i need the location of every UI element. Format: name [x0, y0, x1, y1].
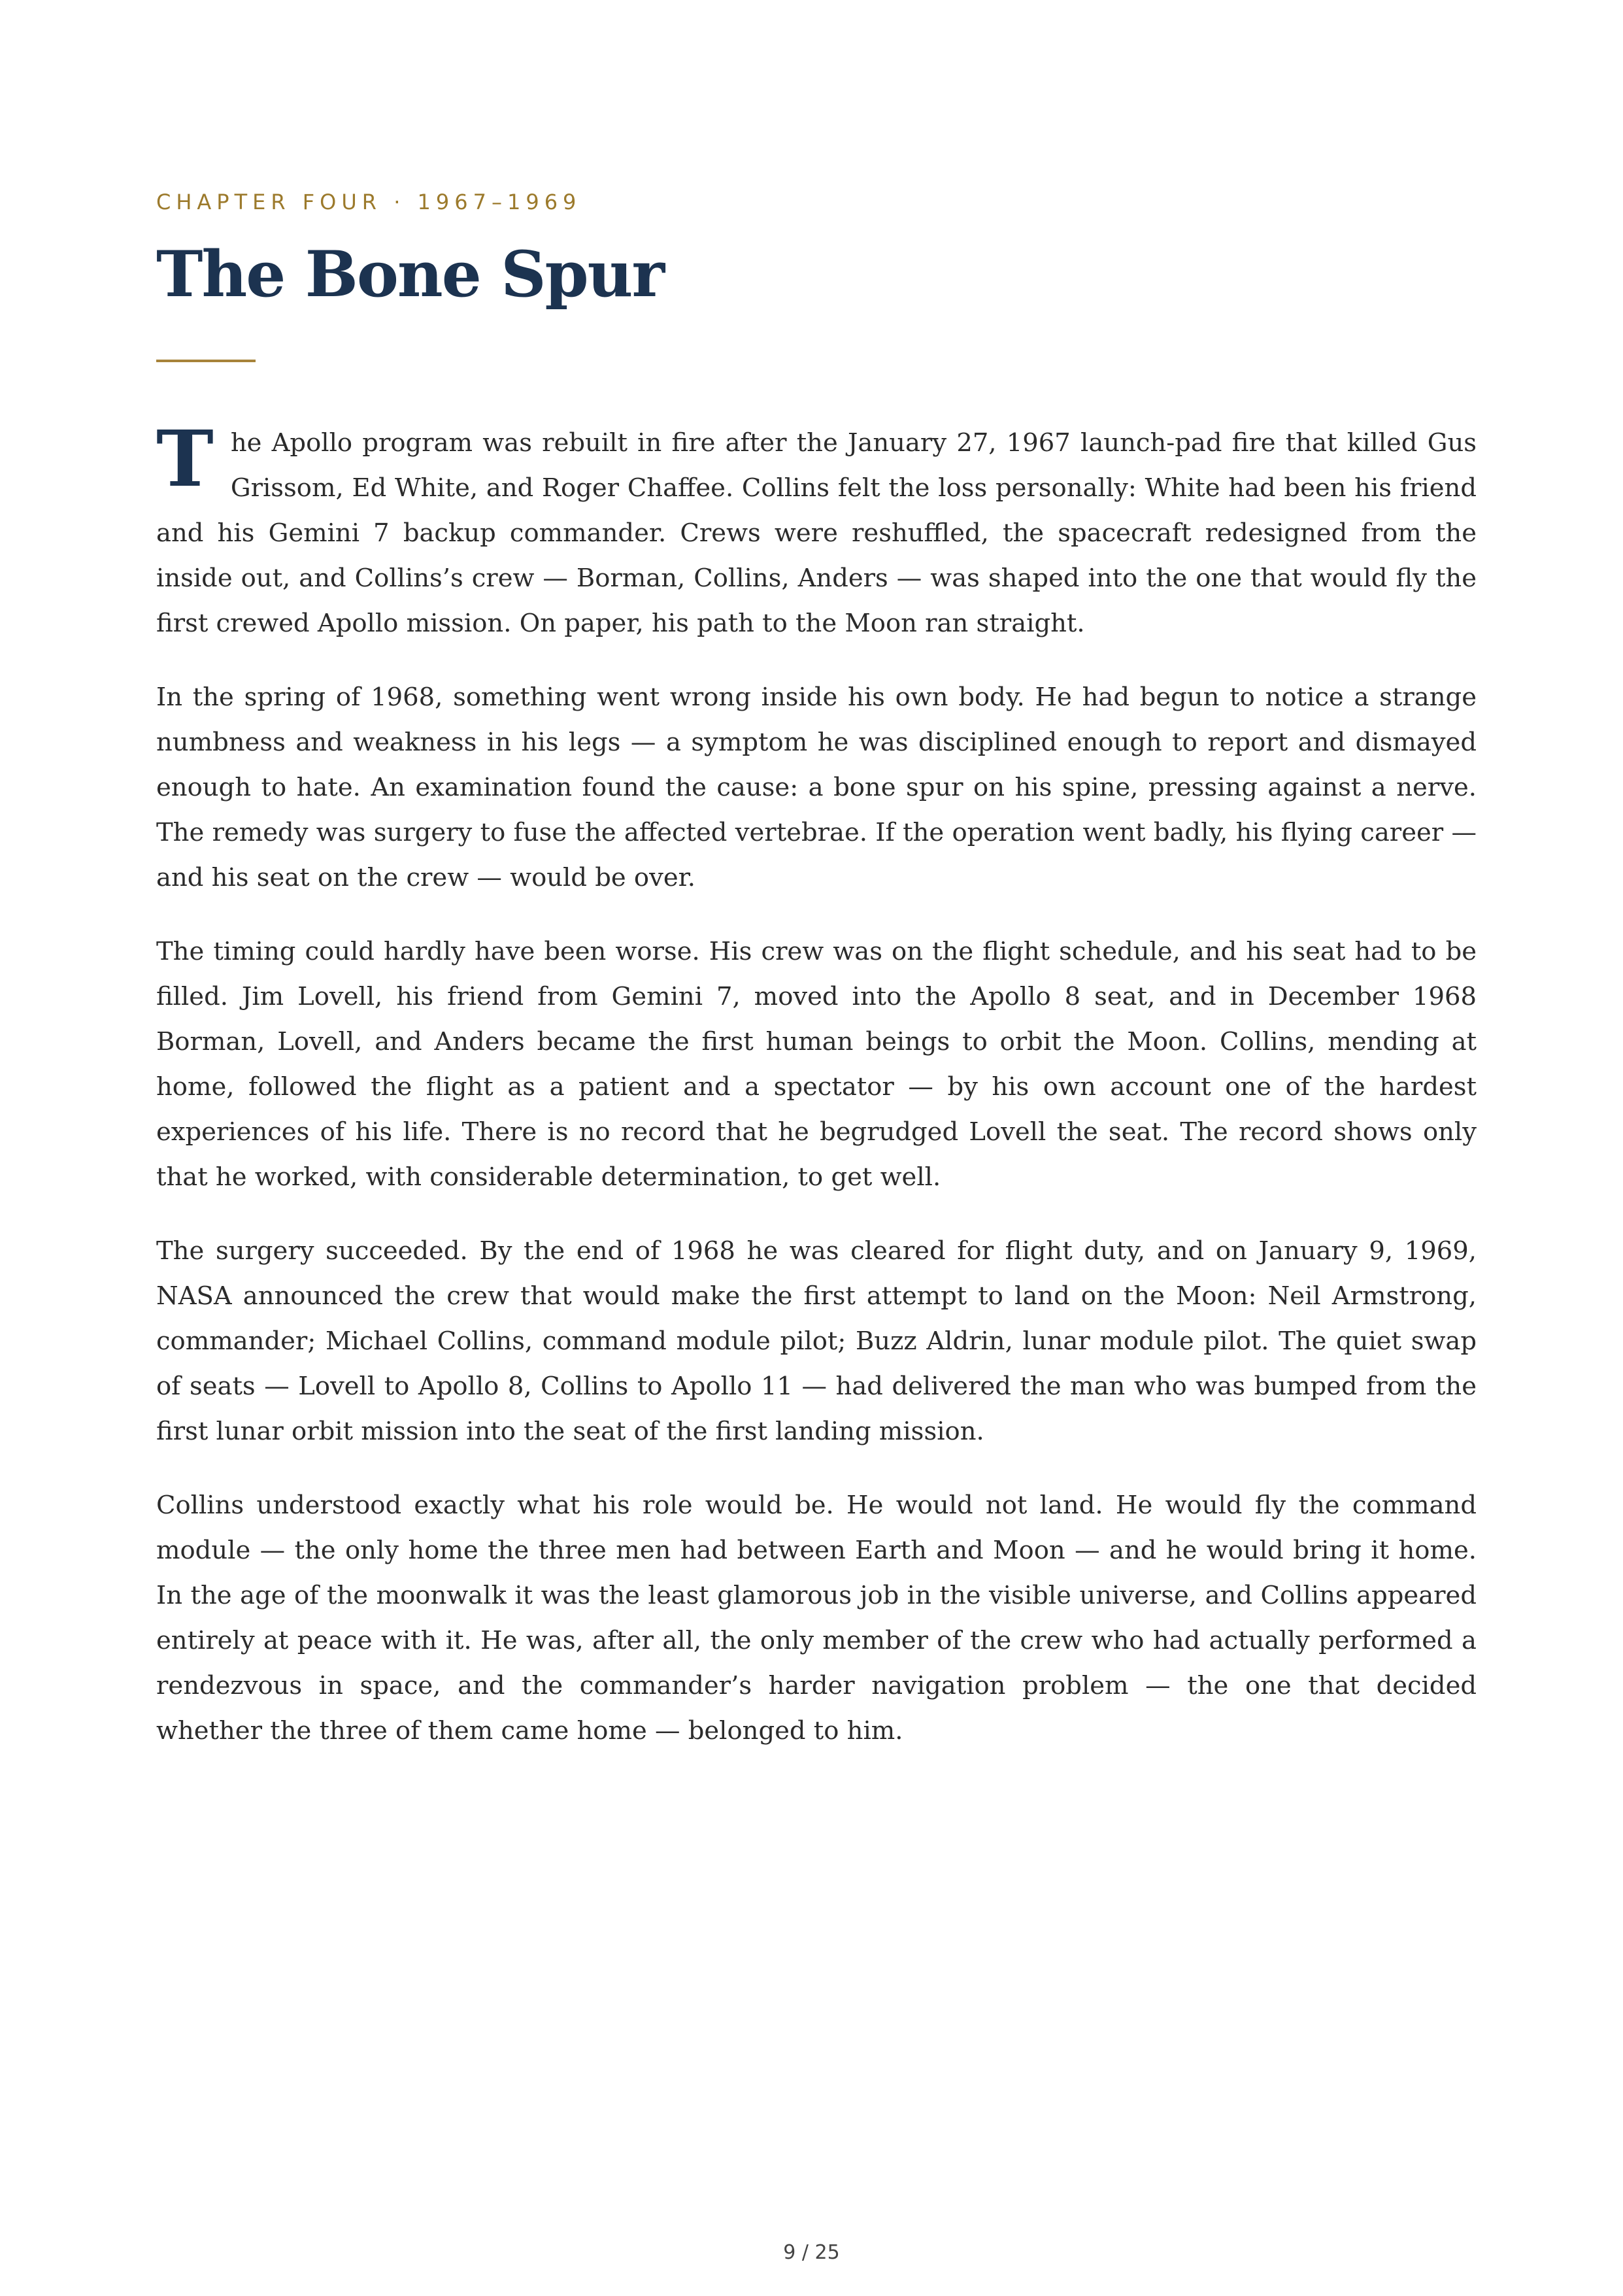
paragraph-3: The timing could hardly have been worse. His crew was on the flight schedule, and his seat had to be filled. Jim Lovell, his friend from Gemini 7, moved into the Apollo 8 seat, and in December 1968 Borman, Lovell, and Anders became the first human beings to orbit the Moon. Collins, mending at home, followed the flight as a patient and a spectator — by his own account one of the hardest experiences of his life. There is no record that he begrudged Lovell the seat. The record shows only that he worked, with considerable determination, to get well.: [156, 937, 1477, 1192]
title-divider: [156, 360, 256, 362]
drop-cap: T: [156, 413, 214, 504]
page-number: 9 / 25: [783, 2241, 840, 2264]
paragraph-1: [156, 413, 1477, 646]
paragraph-1-text: he Apollo program was rebuilt in fire after the January 27, 1967 launch-pad fire that killed Gus Grissom, Ed White, and Roger Chaffee. Collins felt the loss personally: White had been his friend and his Gemini 7 backup commander. Crews were reshuffled, the spacecraft redesigned from the inside out, and Collins’s crew — Borman, Collins, Anders — was shaped into the one that would fly the first crewed Apollo mission. On paper, his path to the Moon ran straight.: [156, 428, 1477, 638]
paragraph-5: Collins understood exactly what his role would be. He would not land. He would fly the command module — the only home the three men had between Earth and Moon — and he would bring it home. In the age of the moonwalk it was the least glamorous job in the visible universe, and Collins appeared entirely at peace with it. He was, after all, the only member of the crew who had actually performed a rendezvous in space, and the commander’s harder navigation problem — the one that decided whether the three of them came home — belonged to him.: [156, 1491, 1477, 1746]
chapter-title: The Bone Spur: [156, 237, 664, 311]
chapter-body: [156, 413, 1477, 1782]
chapter-eyebrow: CHAPTER FOUR · 1967–1969: [156, 190, 582, 214]
paragraph-4: The surgery succeeded. By the end of 1968 he was cleared for flight duty, and on January 9, 1969, NASA announced the crew that would make the first attempt to land on the Moon: Neil Armstrong, commander; Michael Collins, command module pilot; Buzz Aldrin, lunar module pilot. The quiet swap of seats — Lovell to Apollo 8, Collins to Apollo 11 — had delivered the man who was bumped from the first lunar orbit mission into the seat of the first landing mission.: [156, 1236, 1477, 1446]
paragraph-2: In the spring of 1968, something went wrong inside his own body. He had begun to notice a strange numbness and weakness in his legs — a symptom he was disciplined enough to report and dismayed enough to hate. An examination found the cause: a bone spur on his spine, pressing against a nerve. The remedy was surgery to fuse the affected vertebrae. If the operation went badly, his flying career — and his seat on the crew — would be over.: [156, 683, 1477, 892]
